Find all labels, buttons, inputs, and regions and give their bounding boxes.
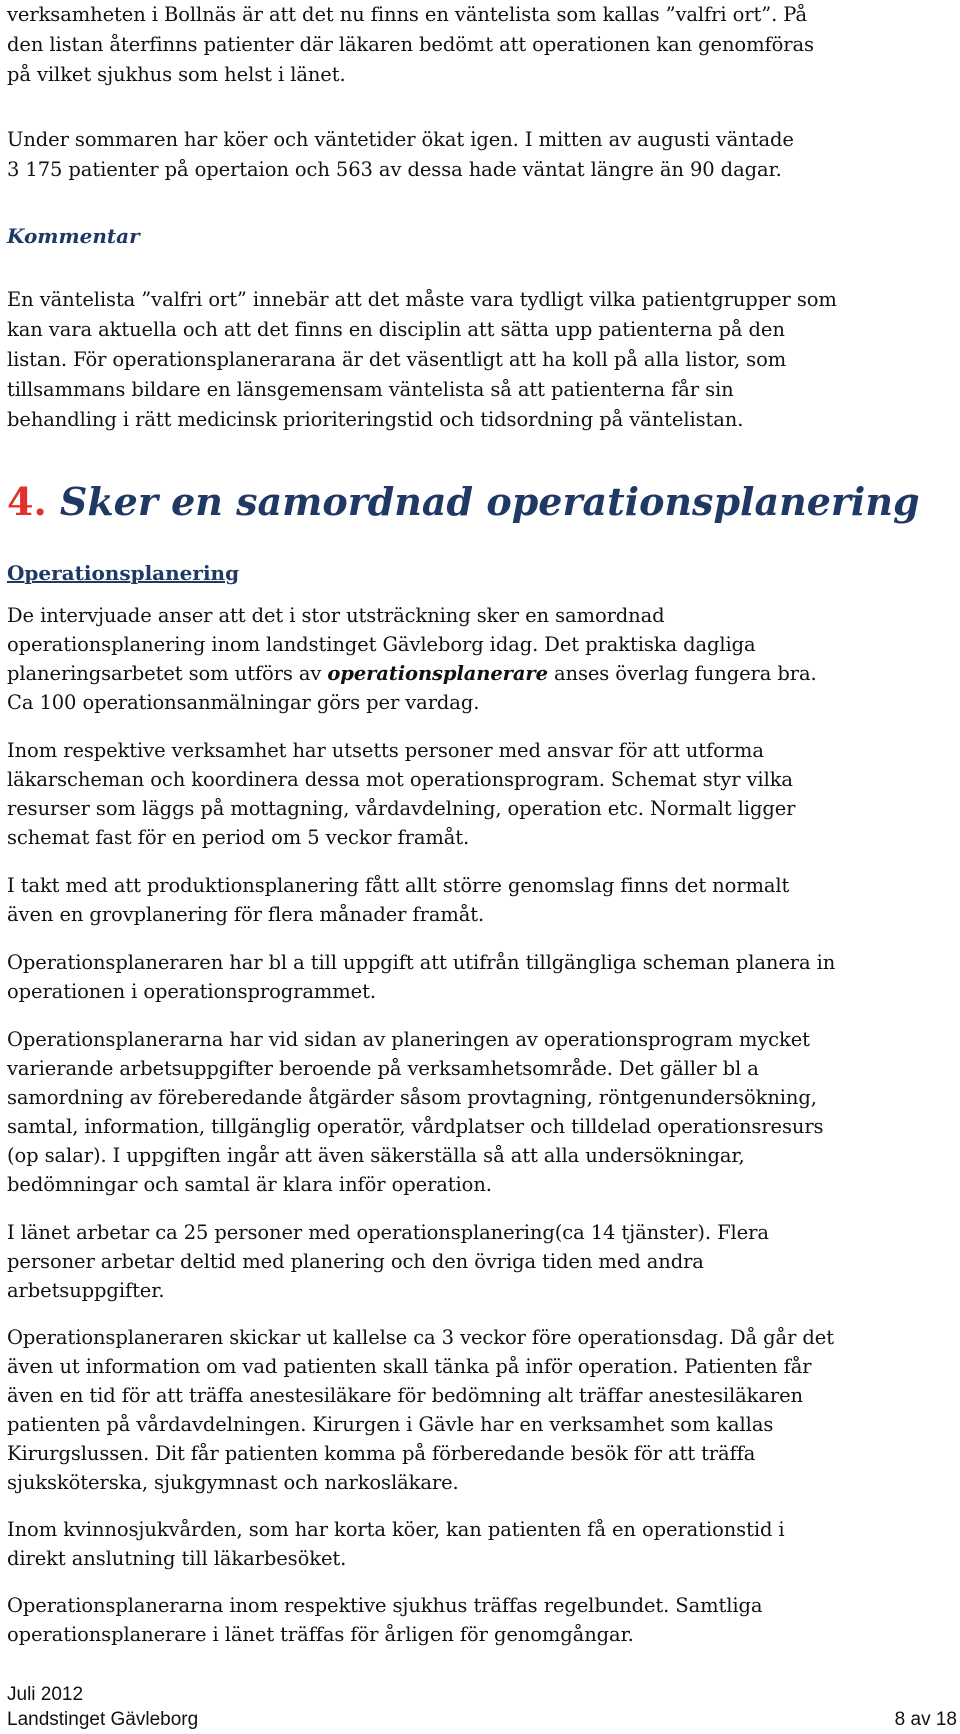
footer bbox=[7, 1708, 957, 1732]
emphasis-term: operationsplanerare bbox=[327, 662, 548, 685]
paragraph-line: samordning av föreberedande åtgärder såsom provtagning, röntgenundersökning, bbox=[7, 1086, 817, 1109]
paragraph-line: Ca 100 operationsanmälningar görs per vardag. bbox=[7, 691, 480, 714]
paragraph-line: Inom respektive verksamhet har utsetts personer med ansvar för att utforma bbox=[7, 739, 764, 762]
paragraph-line: patienten på vårdavdelningen. Kirurgen i Gävle har en verksamhet som kallas bbox=[7, 1413, 774, 1436]
paragraph-line: Operationsplaneraren skickar ut kallelse ca 3 veckor före operationsdag. Då går det bbox=[7, 1326, 834, 1349]
paragraph-line: I takt med att produktionsplanering fått allt större genomslag finns det normalt bbox=[7, 874, 790, 897]
paragraph-line: sjuksköterska, sjukgymnast och narkosläkare. bbox=[7, 1471, 459, 1494]
paragraph-line: listan. För operationsplanerarana är det väsentligt att ha koll på alla listor, som bbox=[7, 348, 787, 371]
paragraph-line: tillsammans bildare en länsgemensam väntelista så att patienterna får sin bbox=[7, 378, 734, 401]
text-run: anses överlag fungera bra. bbox=[547, 662, 817, 685]
paragraph-line bbox=[7, 659, 957, 688]
section-number: 4. bbox=[7, 479, 47, 524]
paragraph-line: operationsplanerare i länet träffas för årligen för genomgångar. bbox=[7, 1623, 634, 1646]
paragraph-line: I länet arbetar ca 25 personer med operationsplanering(ca 14 tjänster). Flera bbox=[7, 1221, 769, 1244]
paragraph-line: Kirurgslussen. Dit får patienten komma på förberedande besök för att träffa bbox=[7, 1442, 756, 1465]
paragraph-line: den listan återfinns patienter där läkaren bedömt att operationen kan genomföras bbox=[7, 33, 814, 56]
paragraph-line: Inom kvinnosjukvården, som har korta köer, kan patienten få en operationstid i bbox=[7, 1518, 785, 1541]
paragraph-line: samtal, information, tillgänglig operatör, vårdplatser och tilldelad operationsresurs bbox=[7, 1115, 824, 1138]
paragraph-line: (op salar). I uppgiften ingår att även säkerställa så att alla undersökningar, bbox=[7, 1144, 745, 1167]
paragraph-line: Operationsplaneraren har bl a till uppgift att utifrån tillgängliga scheman planera in bbox=[7, 951, 836, 974]
page-number: 8 av 18 bbox=[894, 1709, 957, 1730]
paragraph-line: Operationsplanerarna inom respektive sjukhus träffas regelbundet. Samtliga bbox=[7, 1594, 763, 1617]
paragraph-line: 3 175 patienter på opertaion och 563 av dessa hade väntat längre än 90 dagar. bbox=[7, 158, 782, 181]
paragraph-line: läkarscheman och koordinera dessa mot operationsprogram. Schemat styr vilka bbox=[7, 768, 793, 791]
paragraph-line: kan vara aktuella och att det finns en disciplin att sätta upp patienterna på den bbox=[7, 318, 785, 341]
paragraph-line: verksamheten i Bollnäs är att det nu finns en väntelista som kallas ”valfri ort”. På bbox=[7, 3, 807, 26]
paragraph-line: En väntelista ”valfri ort” innebär att det måste vara tydligt vilka patientgrupper som bbox=[7, 288, 837, 311]
paragraph-line: på vilket sjukhus som helst i länet. bbox=[7, 63, 346, 86]
paragraph-line: schemat fast för en period om 5 veckor framåt. bbox=[7, 826, 470, 849]
paragraph-line: operationsplanering inom landstinget Gävleborg idag. Det praktiska dagliga bbox=[7, 633, 756, 656]
paragraph-line: direkt anslutning till läkarbesöket. bbox=[7, 1547, 347, 1570]
paragraph-line: behandling i rätt medicinsk prioriteringstid och tidsordning på väntelistan. bbox=[7, 408, 744, 431]
paragraph-line: operationen i operationsprogrammet. bbox=[7, 980, 376, 1003]
subsection-heading: Operationsplanering bbox=[7, 561, 240, 585]
footer-date: Juli 2012 bbox=[7, 1684, 84, 1705]
paragraph-line: De intervjuade anser att det i stor utsträckning sker en samordnad bbox=[7, 604, 665, 627]
paragraph-line: personer arbetar deltid med planering och den övriga tiden med andra bbox=[7, 1250, 704, 1273]
section-heading bbox=[7, 478, 920, 526]
paragraph-line: resurser som läggs på mottagning, vårdavdelning, operation etc. Normalt ligger bbox=[7, 797, 796, 820]
kommentar-heading: Kommentar bbox=[7, 224, 140, 248]
paragraph-line: arbetsuppgifter. bbox=[7, 1279, 165, 1302]
text-run: planeringsarbetet som utförs av bbox=[7, 662, 328, 685]
paragraph-line: även en grovplanering för flera månader framåt. bbox=[7, 903, 485, 926]
paragraph-line: Under sommaren har köer och väntetider ökat igen. I mitten av augusti väntade bbox=[7, 128, 794, 151]
paragraph-line: varierande arbetsuppgifter beroende på verksamhetsområde. Det gäller bl a bbox=[7, 1057, 759, 1080]
paragraph-line: bedömningar och samtal är klara inför operation. bbox=[7, 1173, 492, 1196]
paragraph-line: Operationsplanerarna har vid sidan av planeringen av operationsprogram mycket bbox=[7, 1028, 810, 1051]
footer-organization: Landstinget Gävleborg bbox=[7, 1709, 199, 1730]
section-title: Sker en samordnad operationsplanering bbox=[59, 479, 920, 524]
paragraph-line: även ut information om vad patienten skall tänka på inför operation. Patienten får bbox=[7, 1355, 812, 1378]
paragraph-line: även en tid för att träffa anestesiläkare för bedömning alt träffar anestesiläkaren bbox=[7, 1384, 804, 1407]
